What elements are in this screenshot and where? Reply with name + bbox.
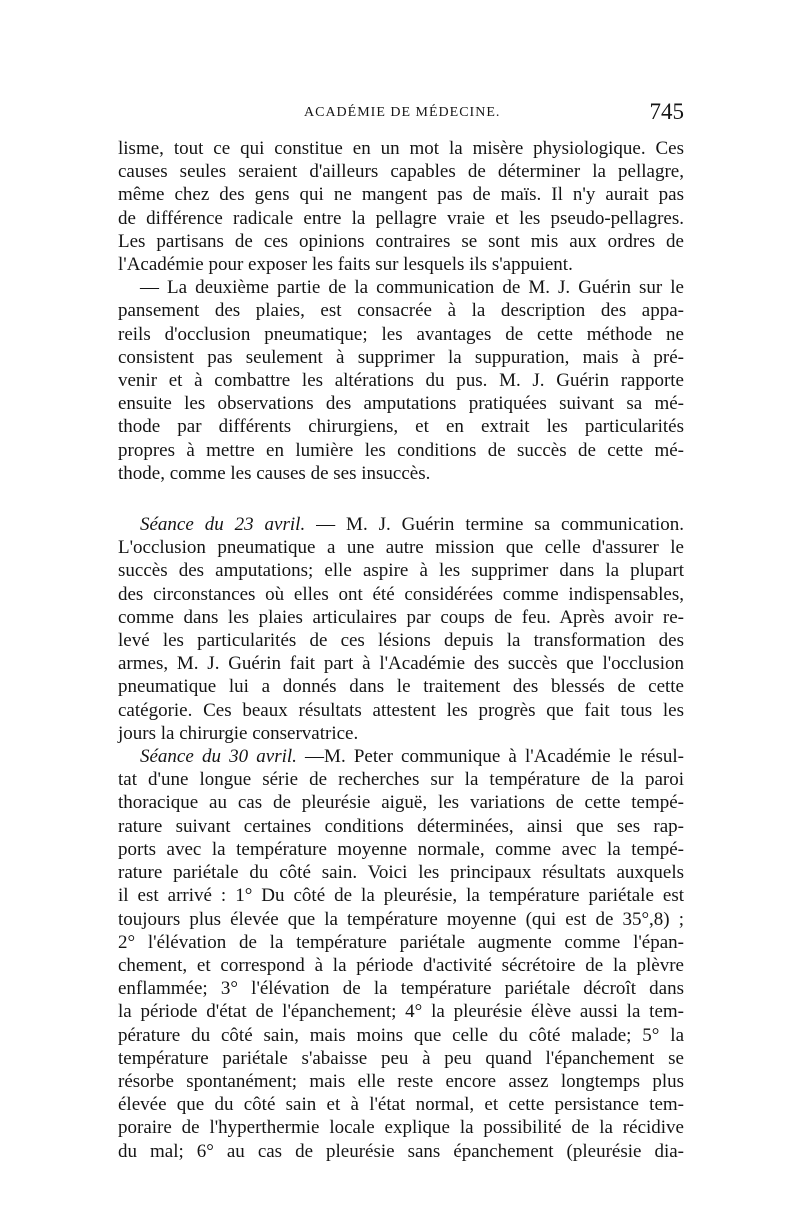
text-line: résorbe spontanément; mais elle reste encore assez longtemps plus: [118, 1070, 684, 1092]
text-line: pansement des plaies, est consacrée à la description des appa-: [118, 300, 684, 322]
text-line: jours la chirurgie conservatrice.: [118, 722, 359, 744]
text-line: ensuite les observations des amputations pratiquées suivant sa mé-: [118, 393, 684, 415]
text-line: causes seules seraient d'ailleurs capables de déterminer la pellagre,: [118, 161, 684, 183]
text-line: consistent pas seulement à supprimer la suppuration, mais à pré-: [118, 346, 684, 368]
text-line: catégorie. Ces beaux résultats attestent les progrès que fait tous les: [118, 699, 684, 721]
seance-label: Séance du 30 avril.: [140, 746, 297, 768]
page-number: 745: [649, 99, 684, 124]
text-line: tat d'une longue série de recherches sur la température de la paroi: [118, 769, 684, 791]
text-line: thoracique au cas de pleurésie aiguë, les variations de cette tempé-: [118, 792, 684, 814]
text-line: élevée que du côté sain et à l'état normal, et cette persistance tem-: [118, 1094, 684, 1116]
text-line: il est arrivé : 1° Du côté de la pleurésie, la température pariétale est: [118, 885, 684, 907]
text-fragment: —M. Peter communique à l'Académie le résul-: [296, 746, 684, 768]
paragraph-pellagre: [118, 137, 684, 276]
text-line: des circonstances où elles ont été considérées comme indispensables,: [118, 583, 684, 605]
running-header: [118, 99, 684, 129]
text-line: poraire de l'hyperthermie locale explique la possibilité de la récidive: [118, 1117, 684, 1139]
text-line: rature pariétale du côté sain. Voici les principaux résultats auxquels: [118, 862, 684, 884]
text-line: venir et à combattre les altérations du pus. M. J. Guérin rapporte: [118, 370, 684, 392]
text-line: même chez des gens qui ne mangent pas de maïs. Il n'y aurait pas: [118, 184, 684, 206]
text-line: — La deuxième partie de la communication de M. J. Guérin sur le: [140, 277, 684, 299]
text-line: température pariétale s'abaisse peu à peu quand l'épanchement se: [118, 1047, 684, 1069]
text-line: lisme, tout ce qui constitue en un mot la misère physiologique. Ces: [118, 138, 684, 159]
text-line: comme dans les plaies articulaires par coups de feu. Après avoir re-: [118, 606, 684, 628]
text-line: [118, 513, 684, 536]
text-line: thode par différents chirurgiens, et en extrait les particularités: [118, 416, 684, 438]
text-line: levé les particularités de ces lésions depuis la transformation des: [118, 630, 684, 652]
text-line: du mal; 6° au cas de pleurésie sans épanchement (pleurésie dia-: [118, 1140, 684, 1162]
text-line: chement, et correspond à la période d'activité sécrétoire de la plèvre: [118, 954, 684, 976]
text-line: succès des amputations; elle aspire à les supprimer dans la plupart: [118, 560, 684, 582]
text-line: L'occlusion pneumatique a une autre mission que celle d'assurer le: [118, 537, 684, 559]
text-line: thode, comme les causes de ses insuccès.: [118, 462, 431, 484]
text-line: armes, M. J. Guérin fait part à l'Académie des succès que l'occlusion: [118, 653, 684, 675]
text-line: pérature du côté sain, mais moins que celle du côté malade; 5° la: [118, 1024, 684, 1046]
paragraph-pansement-cont: [118, 299, 684, 485]
text-line: rature suivant certaines conditions déterminées, ainsi que ses rap-: [118, 815, 684, 837]
section-gap: [118, 485, 684, 513]
text-line: pneumatique lui a donnés dans le traitement des blessés de cette: [118, 676, 684, 698]
text-line: propres à mettre en lumière les conditions de succès de cette mé-: [118, 439, 684, 461]
text-line: toujours plus élevée que la température moyenne (qui est de 35°,8) ;: [118, 908, 684, 930]
seance-label: Séance du 23 avril.: [140, 514, 306, 536]
text-line: ports avec la température moyenne normale, comme avec la tempé-: [118, 838, 684, 860]
text-line: Les partisans de ces opinions contraires se sont mis aux ordres de: [118, 230, 684, 252]
text-line: la période d'état de l'épanchement; 4° la pleurésie élève aussi la tem-: [118, 1001, 684, 1023]
paragraph-seance-30-avril: [118, 745, 684, 1163]
text-line: l'Académie pour exposer les faits sur lesquels ils s'appuient.: [118, 254, 573, 276]
paragraph-pansement: [118, 276, 684, 299]
text-line: enflammée; 3° l'élévation de la température pariétale décroît dans: [118, 978, 684, 1000]
header-title: ACADÉMIE DE MÉDECINE.: [304, 105, 501, 120]
text-fragment: — M. J. Guérin termine sa communication.: [305, 514, 684, 536]
text-line: reils d'occlusion pneumatique; les avantages de cette méthode ne: [118, 323, 684, 345]
page-body: [118, 137, 684, 1163]
text-line: [118, 745, 684, 768]
text-line: 2° l'élévation de la température pariétale augmente comme l'épan-: [118, 931, 684, 953]
text-line: de différence radicale entre la pellagre vraie et les pseudo-pellagres.: [118, 207, 684, 229]
paragraph-seance-23-avril: [118, 513, 684, 745]
